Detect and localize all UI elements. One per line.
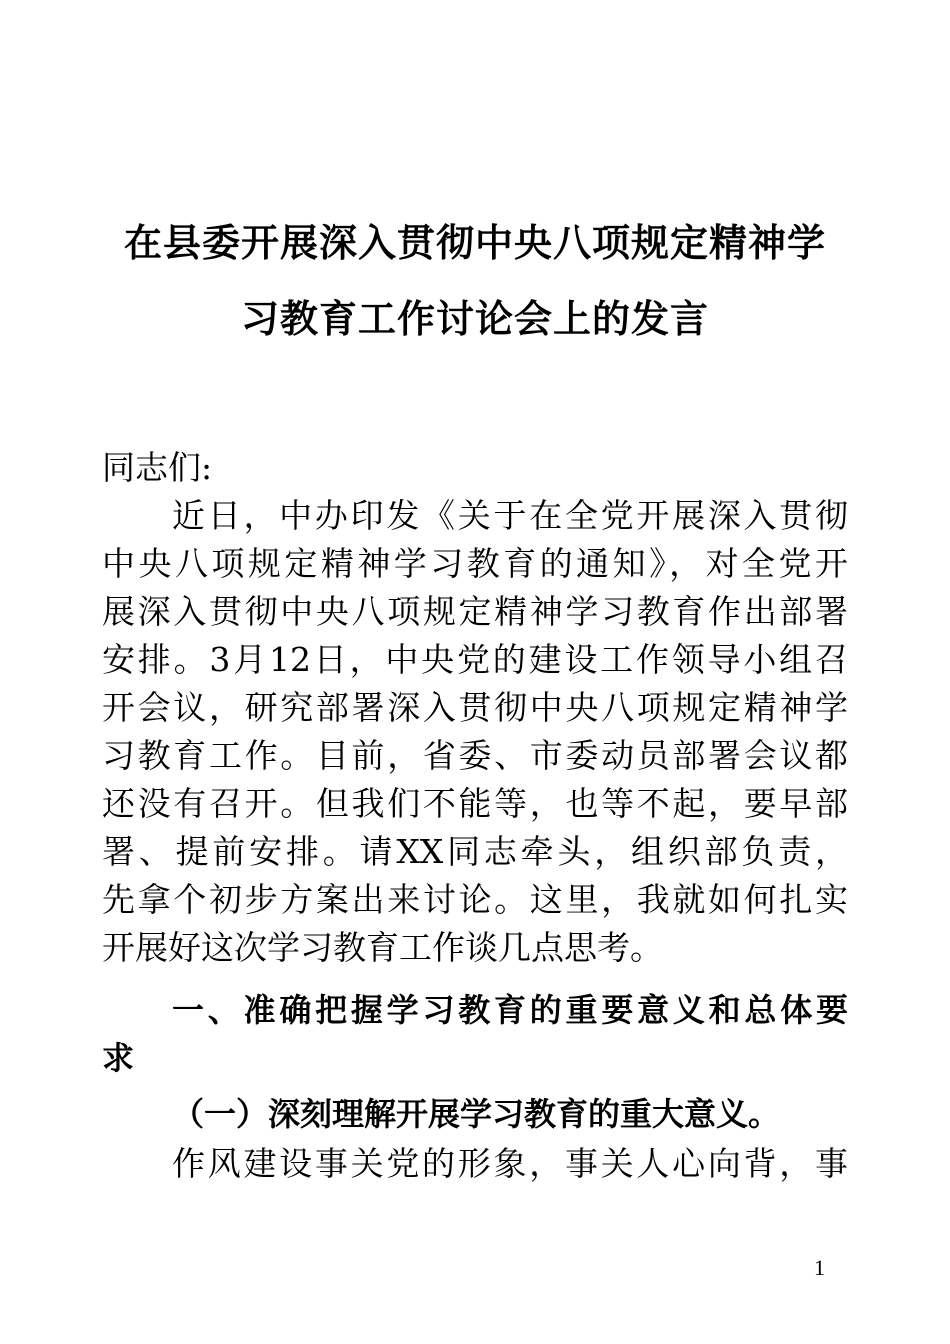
page-number: 1 — [814, 1255, 825, 1280]
intro-paragraph-line: 展深入贯彻中央八项规定精神学习教育作出部署 — [102, 592, 848, 631]
intro-paragraph-line: 署、提前安排。请XX同志牵头，组织部负责， — [102, 832, 848, 871]
intro-paragraph-line: 中央八项规定精神学习教育的通知》，对全党开 — [102, 544, 848, 583]
subsection-heading: （一）深刻理解开展学习教育的重大意义。 — [172, 1095, 781, 1133]
section-heading-line: 求 — [102, 1039, 135, 1077]
intro-paragraph-line: 近日，中办印发《关于在全党开展深入贯彻 — [172, 496, 848, 535]
intro-paragraph-line: 开展好这次学习教育工作谈几点思考。 — [102, 928, 663, 967]
document-title-line-1: 在县委开展深入贯彻中央八项规定精神学 — [123, 221, 826, 265]
intro-paragraph-line: 还没有召开。但我们不能等，也等不起，要早部 — [102, 784, 848, 823]
intro-paragraph-line: 习教育工作。目前，省委、市委动员部署会议都 — [102, 736, 848, 775]
intro-paragraph-line: 开会议，研究部署深入贯彻中央八项规定精神学 — [102, 688, 848, 727]
document-title-line-2: 习教育工作讨论会上的发言 — [240, 297, 709, 341]
salutation: 同志们: — [102, 448, 213, 487]
intro-paragraph-line: 安排。3月12日，中央党的建设工作领导小组召 — [102, 640, 848, 679]
section-heading-line: 一、准确把握学习教育的重要意义和总体要 — [172, 991, 848, 1029]
body-paragraph-line: 作风建设事关党的形象，事关人心向背，事 — [172, 1144, 848, 1183]
intro-paragraph-line: 先拿个初步方案出来讨论。这里，我就如何扎实 — [102, 880, 848, 919]
